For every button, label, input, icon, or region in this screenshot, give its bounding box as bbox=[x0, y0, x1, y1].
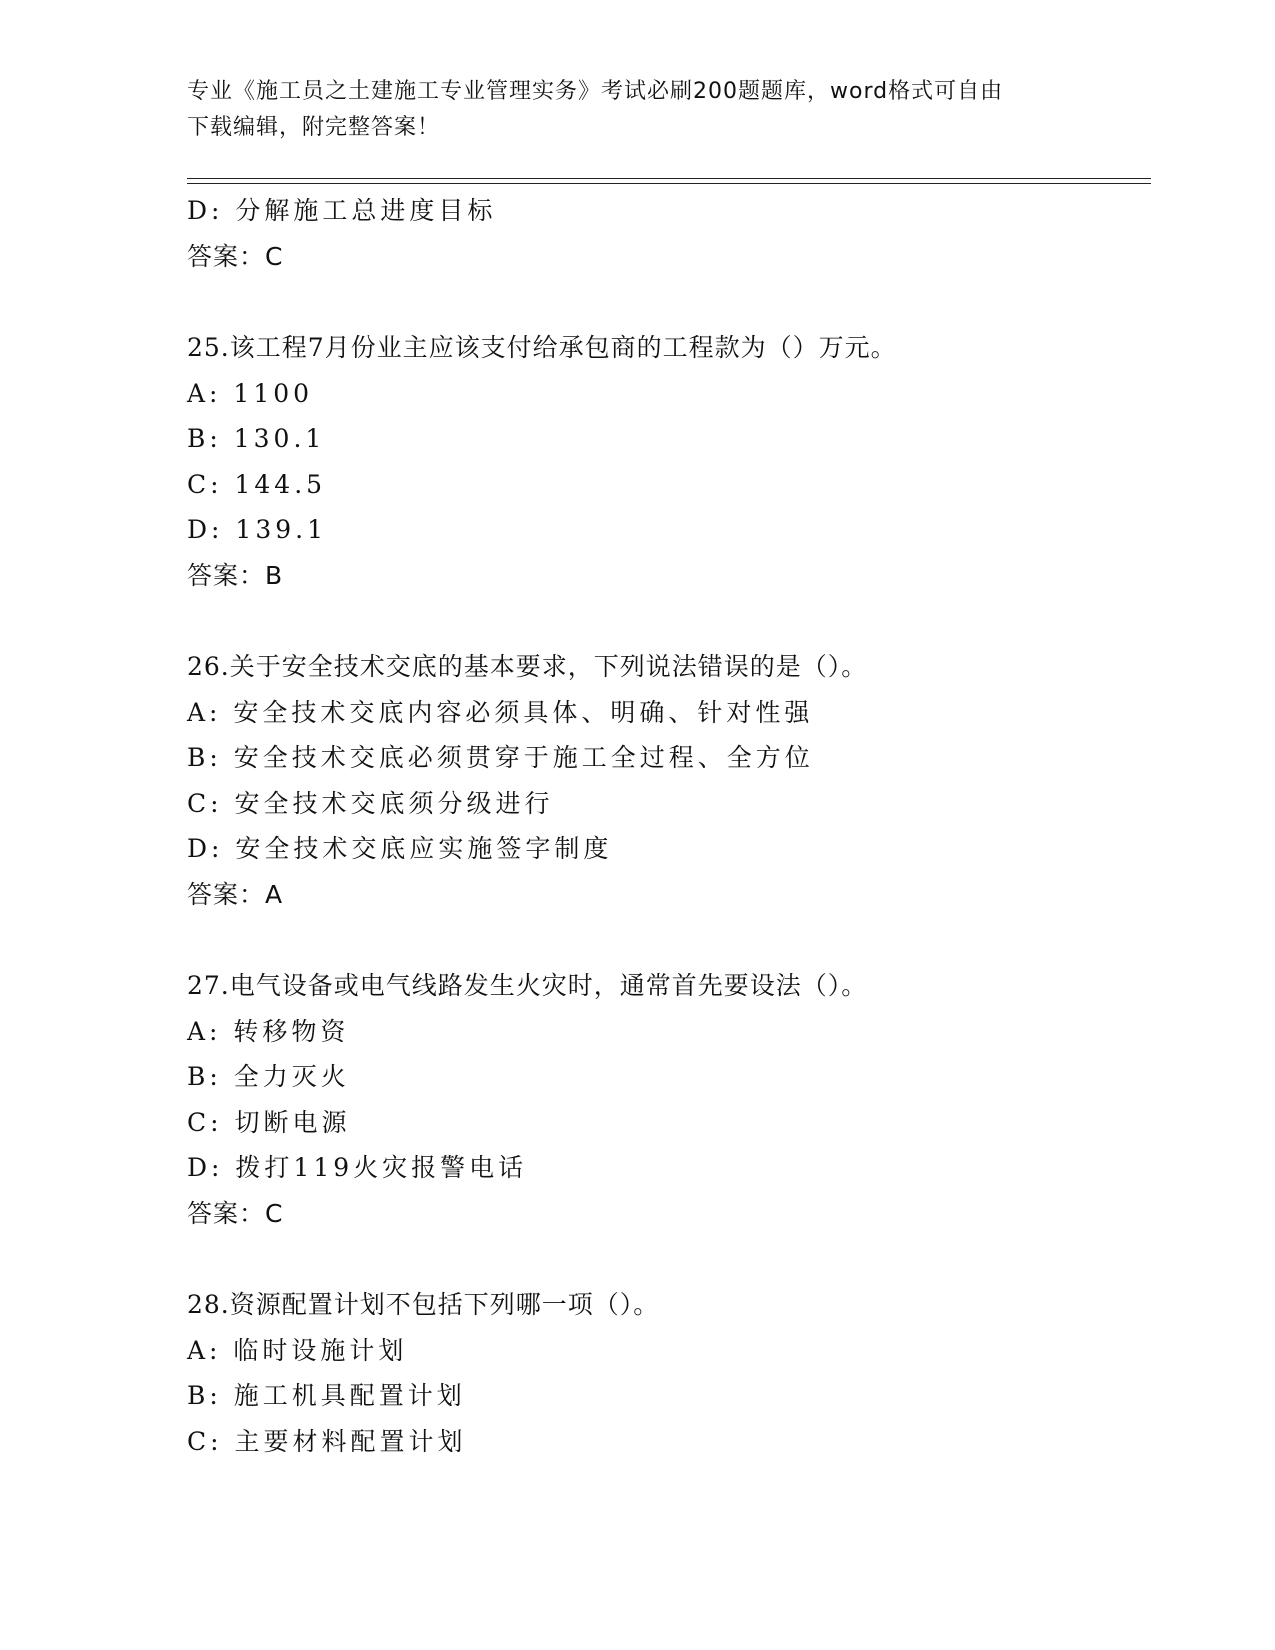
option-b: B: 130.1 bbox=[187, 424, 326, 453]
question-stem: 27.电气设备或电气线路发生火灾时，通常首先要设法（）。 bbox=[187, 971, 868, 1000]
option-b: B: 施工机具配置计划 bbox=[187, 1381, 466, 1410]
option-b: B: 全力灭火 bbox=[187, 1062, 350, 1091]
answer-line: 答案：C bbox=[187, 241, 284, 271]
header-divider-bottom bbox=[187, 183, 1151, 184]
option-a: A: 临时设施计划 bbox=[187, 1335, 408, 1365]
answer-line: 答案：C bbox=[187, 1198, 284, 1228]
spacer bbox=[187, 1236, 1151, 1282]
option-a: A: 1100 bbox=[187, 378, 314, 408]
document-header bbox=[187, 74, 1077, 146]
spacer bbox=[187, 598, 1151, 644]
option-c: C: 144.5 bbox=[187, 469, 327, 499]
option-a: A: 安全技术交底内容必须具体、明确、针对性强 bbox=[187, 697, 814, 727]
header-line-2: 下载编辑，附完整答案！ bbox=[187, 115, 441, 140]
option-d: D: 分解施工总进度目标 bbox=[187, 196, 497, 225]
header-line-1: 专业《施工员之土建施工专业管理实务》考试必刷200题题库，word格式可自由 bbox=[187, 79, 1004, 104]
option-c: C: 安全技术交底须分级进行 bbox=[187, 788, 554, 818]
option-a: A: 转移物资 bbox=[187, 1016, 350, 1046]
option-c: C: 切断电源 bbox=[187, 1107, 351, 1137]
option-d: D: 安全技术交底应实施签字制度 bbox=[187, 834, 613, 863]
option-b: B: 安全技术交底必须贯穿于施工全过程、全方位 bbox=[187, 743, 814, 772]
header-divider-top bbox=[187, 178, 1151, 179]
question-list bbox=[187, 188, 1151, 1464]
option-d: D: 拨打119火灾报警电话 bbox=[187, 1153, 528, 1182]
option-d: D: 139.1 bbox=[187, 515, 327, 544]
question-stem: 25.该工程7月份业主应该支付给承包商的工程款为（）万元。 bbox=[187, 333, 897, 362]
spacer bbox=[187, 279, 1151, 325]
question-stem: 28.资源配置计划不包括下列哪一项（）。 bbox=[187, 1290, 660, 1319]
answer-line: 答案：A bbox=[187, 879, 284, 909]
question-stem: 26.关于安全技术交底的基本要求，下列说法错误的是（）。 bbox=[187, 652, 868, 681]
spacer bbox=[187, 917, 1151, 963]
answer-line: 答案：B bbox=[187, 560, 284, 590]
option-c: C: 主要材料配置计划 bbox=[187, 1426, 467, 1456]
